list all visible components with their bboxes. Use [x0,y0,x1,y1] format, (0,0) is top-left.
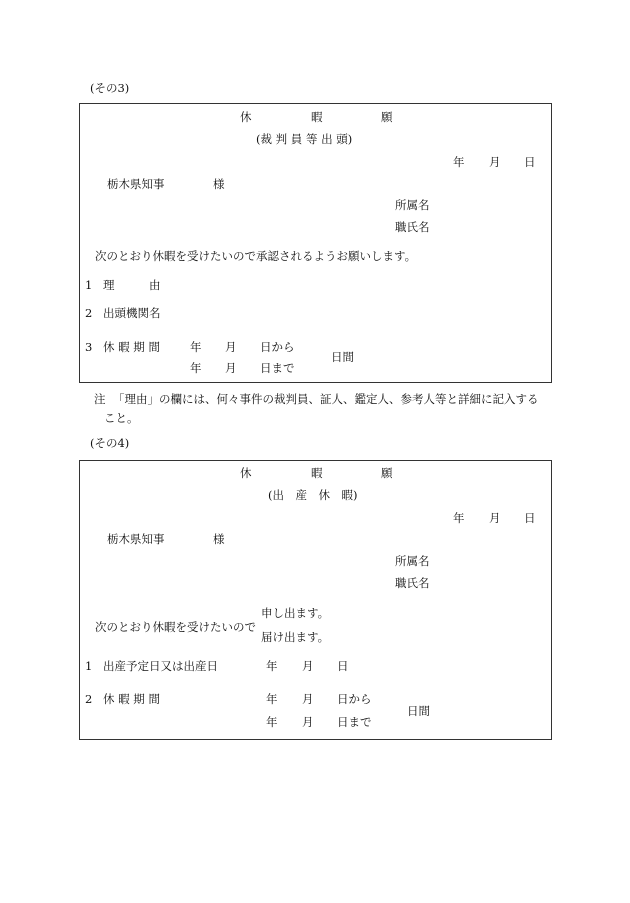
form4-option-notify: 届け出ます。 [261,630,330,644]
form3-honorific: 様 [213,177,225,191]
form4-dept-label: 所属名 [395,554,430,568]
form4-title-char-1: 休 [240,466,252,480]
form3-title-char-3: 願 [381,110,393,124]
note-line-1: 「理由」の欄には、何々事件の裁判員、証人、鑑定人、参考人等と詳細に記入する [113,392,539,406]
form4-title-char-3: 願 [381,466,393,480]
form3-period-from: 日から [260,340,295,354]
form4-period-from-month: 月 [302,692,314,706]
form3-item1-num: 1 [85,278,93,292]
form4-item1-month: 月 [302,659,314,673]
form4-item1-year: 年 [266,659,278,673]
form4-date-day: 日 [524,511,536,525]
form4-item1-num: 1 [85,659,93,673]
form4-honorific: 様 [213,532,225,546]
form4-item2-num: 2 [85,692,93,706]
form3-dept-label: 所属名 [395,198,430,212]
form3-title-char-1: 休 [240,110,252,124]
note-mark: 注 [94,392,106,406]
note-line-2: こと。 [104,411,139,425]
form3-item1-label-a: 理 [103,278,115,292]
form4-period-to-month: 月 [302,715,314,729]
form3-item3-num: 3 [85,340,93,354]
form3-item1-label-b: 由 [149,278,161,292]
form3-period-to-year: 年 [190,361,202,375]
form3-item2-label: 出頭機関名 [103,306,161,320]
form3-period-to: 日まで [260,361,295,375]
form4-date-month: 月 [489,511,501,525]
form4-option-apply: 申し出ます。 [261,606,330,620]
form4-name-label: 職氏名 [395,576,430,590]
form4-period-to: 日まで [337,715,372,729]
form3-title-char-2: 暇 [311,110,323,124]
form4-period-from: 日から [337,692,372,706]
form4-period-from-year: 年 [266,692,278,706]
form3-period-from-month: 月 [225,340,237,354]
form4-subtitle: (出 産 休 暇) [268,488,358,502]
form4-period-days: 日間 [407,704,430,718]
form3-subtitle: (裁 判 員 等 出 頭) [256,132,353,146]
form3-period-from-year: 年 [190,340,202,354]
form4-item1-day: 日 [337,659,349,673]
form3-name-label: 職氏名 [395,220,430,234]
form3-request-text: 次のとおり休暇を受けたいので承認されるようお願いします。 [95,249,417,263]
form3-date-day: 日 [524,155,536,169]
form3-date-year: 年 [453,155,465,169]
form4-item1-label: 出産予定日又は出産日 [103,659,218,673]
form3-period-to-month: 月 [225,361,237,375]
form4-addressee: 栃木県知事 [107,532,165,546]
form4-period-to-year: 年 [266,715,278,729]
form3-item3-label: 休 暇 期 間 [103,340,160,354]
form4-item2-label: 休 暇 期 間 [103,692,160,706]
form4-section-label: (その4) [90,436,130,450]
form3-addressee: 栃木県知事 [107,177,165,191]
form4-title-char-2: 暇 [311,466,323,480]
form4-request-text: 次のとおり休暇を受けたいので [95,620,256,634]
form3-section-label: (その3) [90,81,130,95]
form3-date-month: 月 [489,155,501,169]
form3-period-days: 日間 [331,350,354,364]
form4-date-year: 年 [453,511,465,525]
form3-item2-num: 2 [85,306,93,320]
